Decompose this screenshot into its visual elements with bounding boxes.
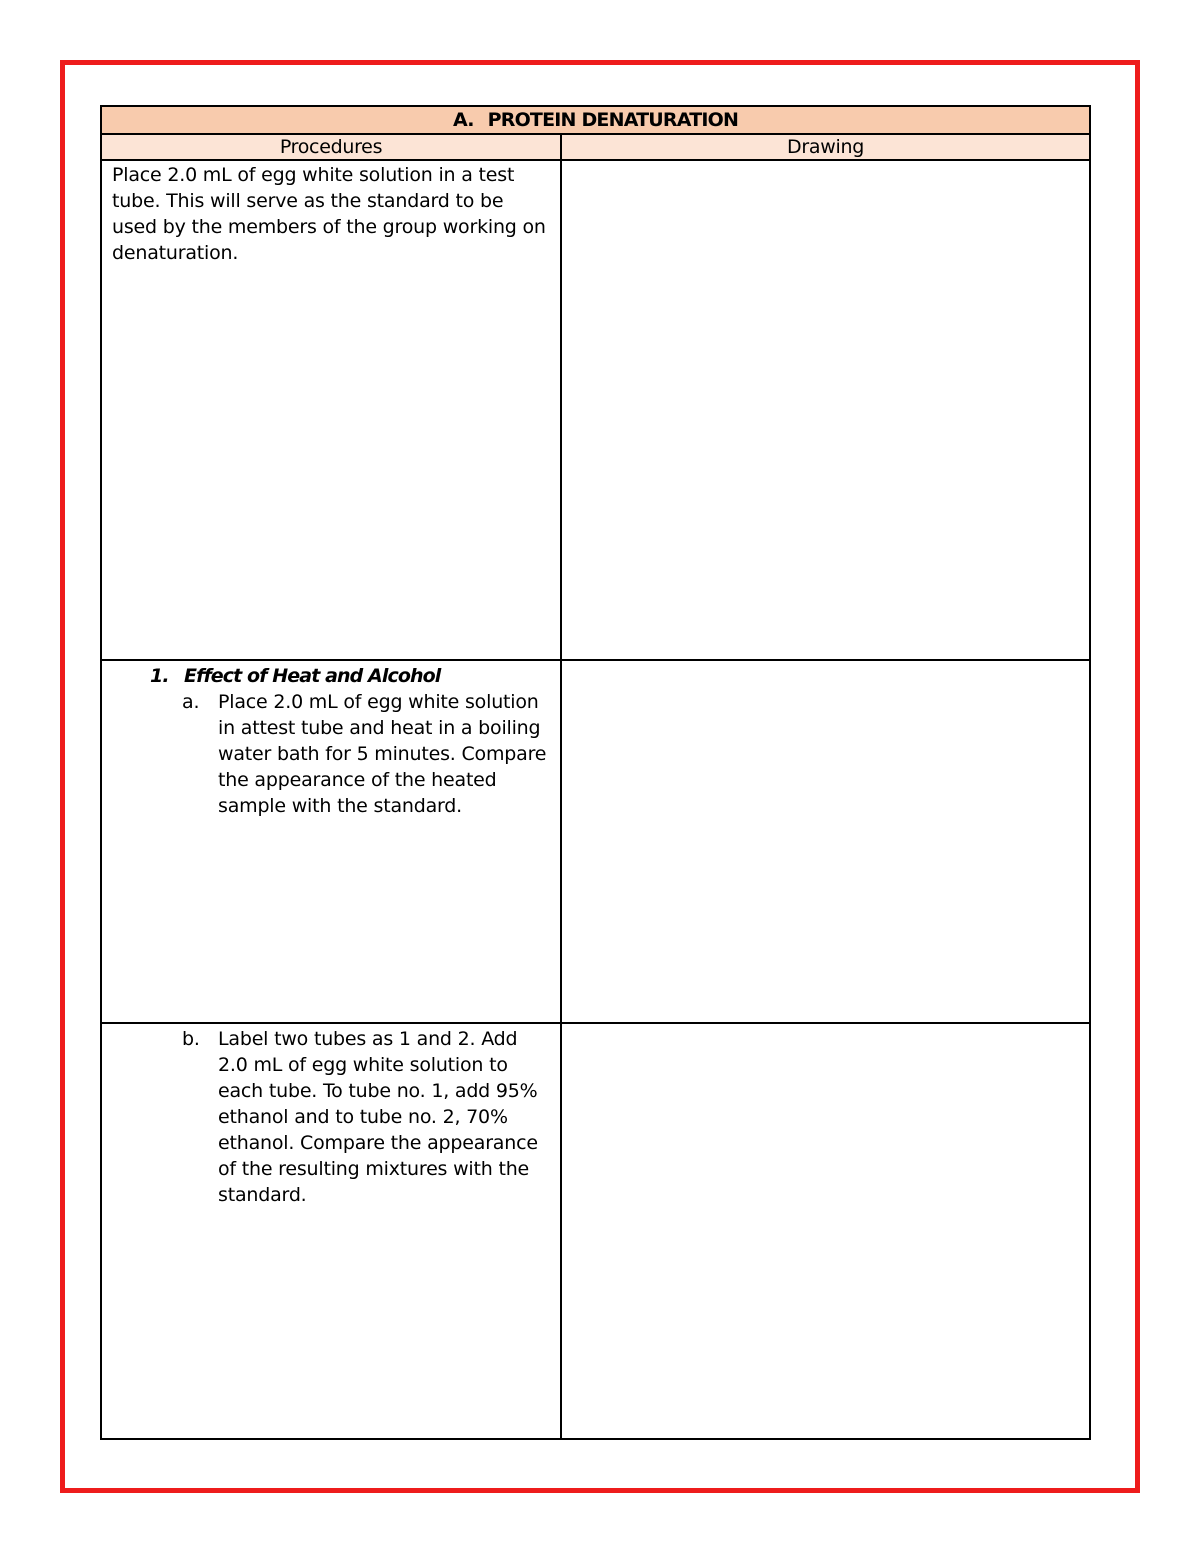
item-b-marker: b. (182, 1028, 200, 1050)
header-row (101, 134, 1090, 160)
section-title-cell (101, 106, 1090, 134)
list-item (182, 689, 560, 819)
subsection-number: 1. (150, 665, 169, 687)
standard-procedure-text: Place 2.0 mL of egg white solution in a test tube. This will serve as the standard to be used by the members of the group working on denaturation. (112, 164, 546, 264)
drawing-cell-heat[interactable] (561, 660, 1090, 1023)
item-a-marker: a. (182, 691, 200, 713)
worksheet-table (100, 105, 1091, 1440)
table-row (101, 1023, 1090, 1439)
subsection-heading (150, 663, 560, 689)
list-item (182, 1026, 560, 1208)
table-row (101, 660, 1090, 1023)
drawing-cell-alcohol[interactable] (561, 1023, 1090, 1439)
item-a-text: Place 2.0 mL of egg white solution in attest tube and heat in a boiling water bath for 5 minutes. Compare the appearance of the heated sample with the standard. (218, 691, 547, 817)
drawing-cell-standard[interactable] (561, 160, 1090, 660)
section-title: PROTEIN DENATURATION (487, 109, 739, 131)
table-row (101, 160, 1090, 660)
subsection-title: Effect of Heat and Alcohol (184, 665, 441, 687)
procedure-cell-alcohol (101, 1023, 561, 1439)
procedure-cell-standard (101, 160, 561, 660)
drawing-header: Drawing (561, 134, 1090, 160)
section-letter: A. (452, 109, 474, 131)
procedure-cell-heat (101, 660, 561, 1023)
title-row (101, 106, 1090, 134)
procedures-header: Procedures (101, 134, 561, 160)
item-b-text: Label two tubes as 1 and 2. Add 2.0 mL of egg white solution to each tube. To tube no. 1, add 95% ethanol and to tube no. 2, 70% ethanol. Compare the appearance of the resulting mixtures with the standard. (218, 1028, 538, 1206)
